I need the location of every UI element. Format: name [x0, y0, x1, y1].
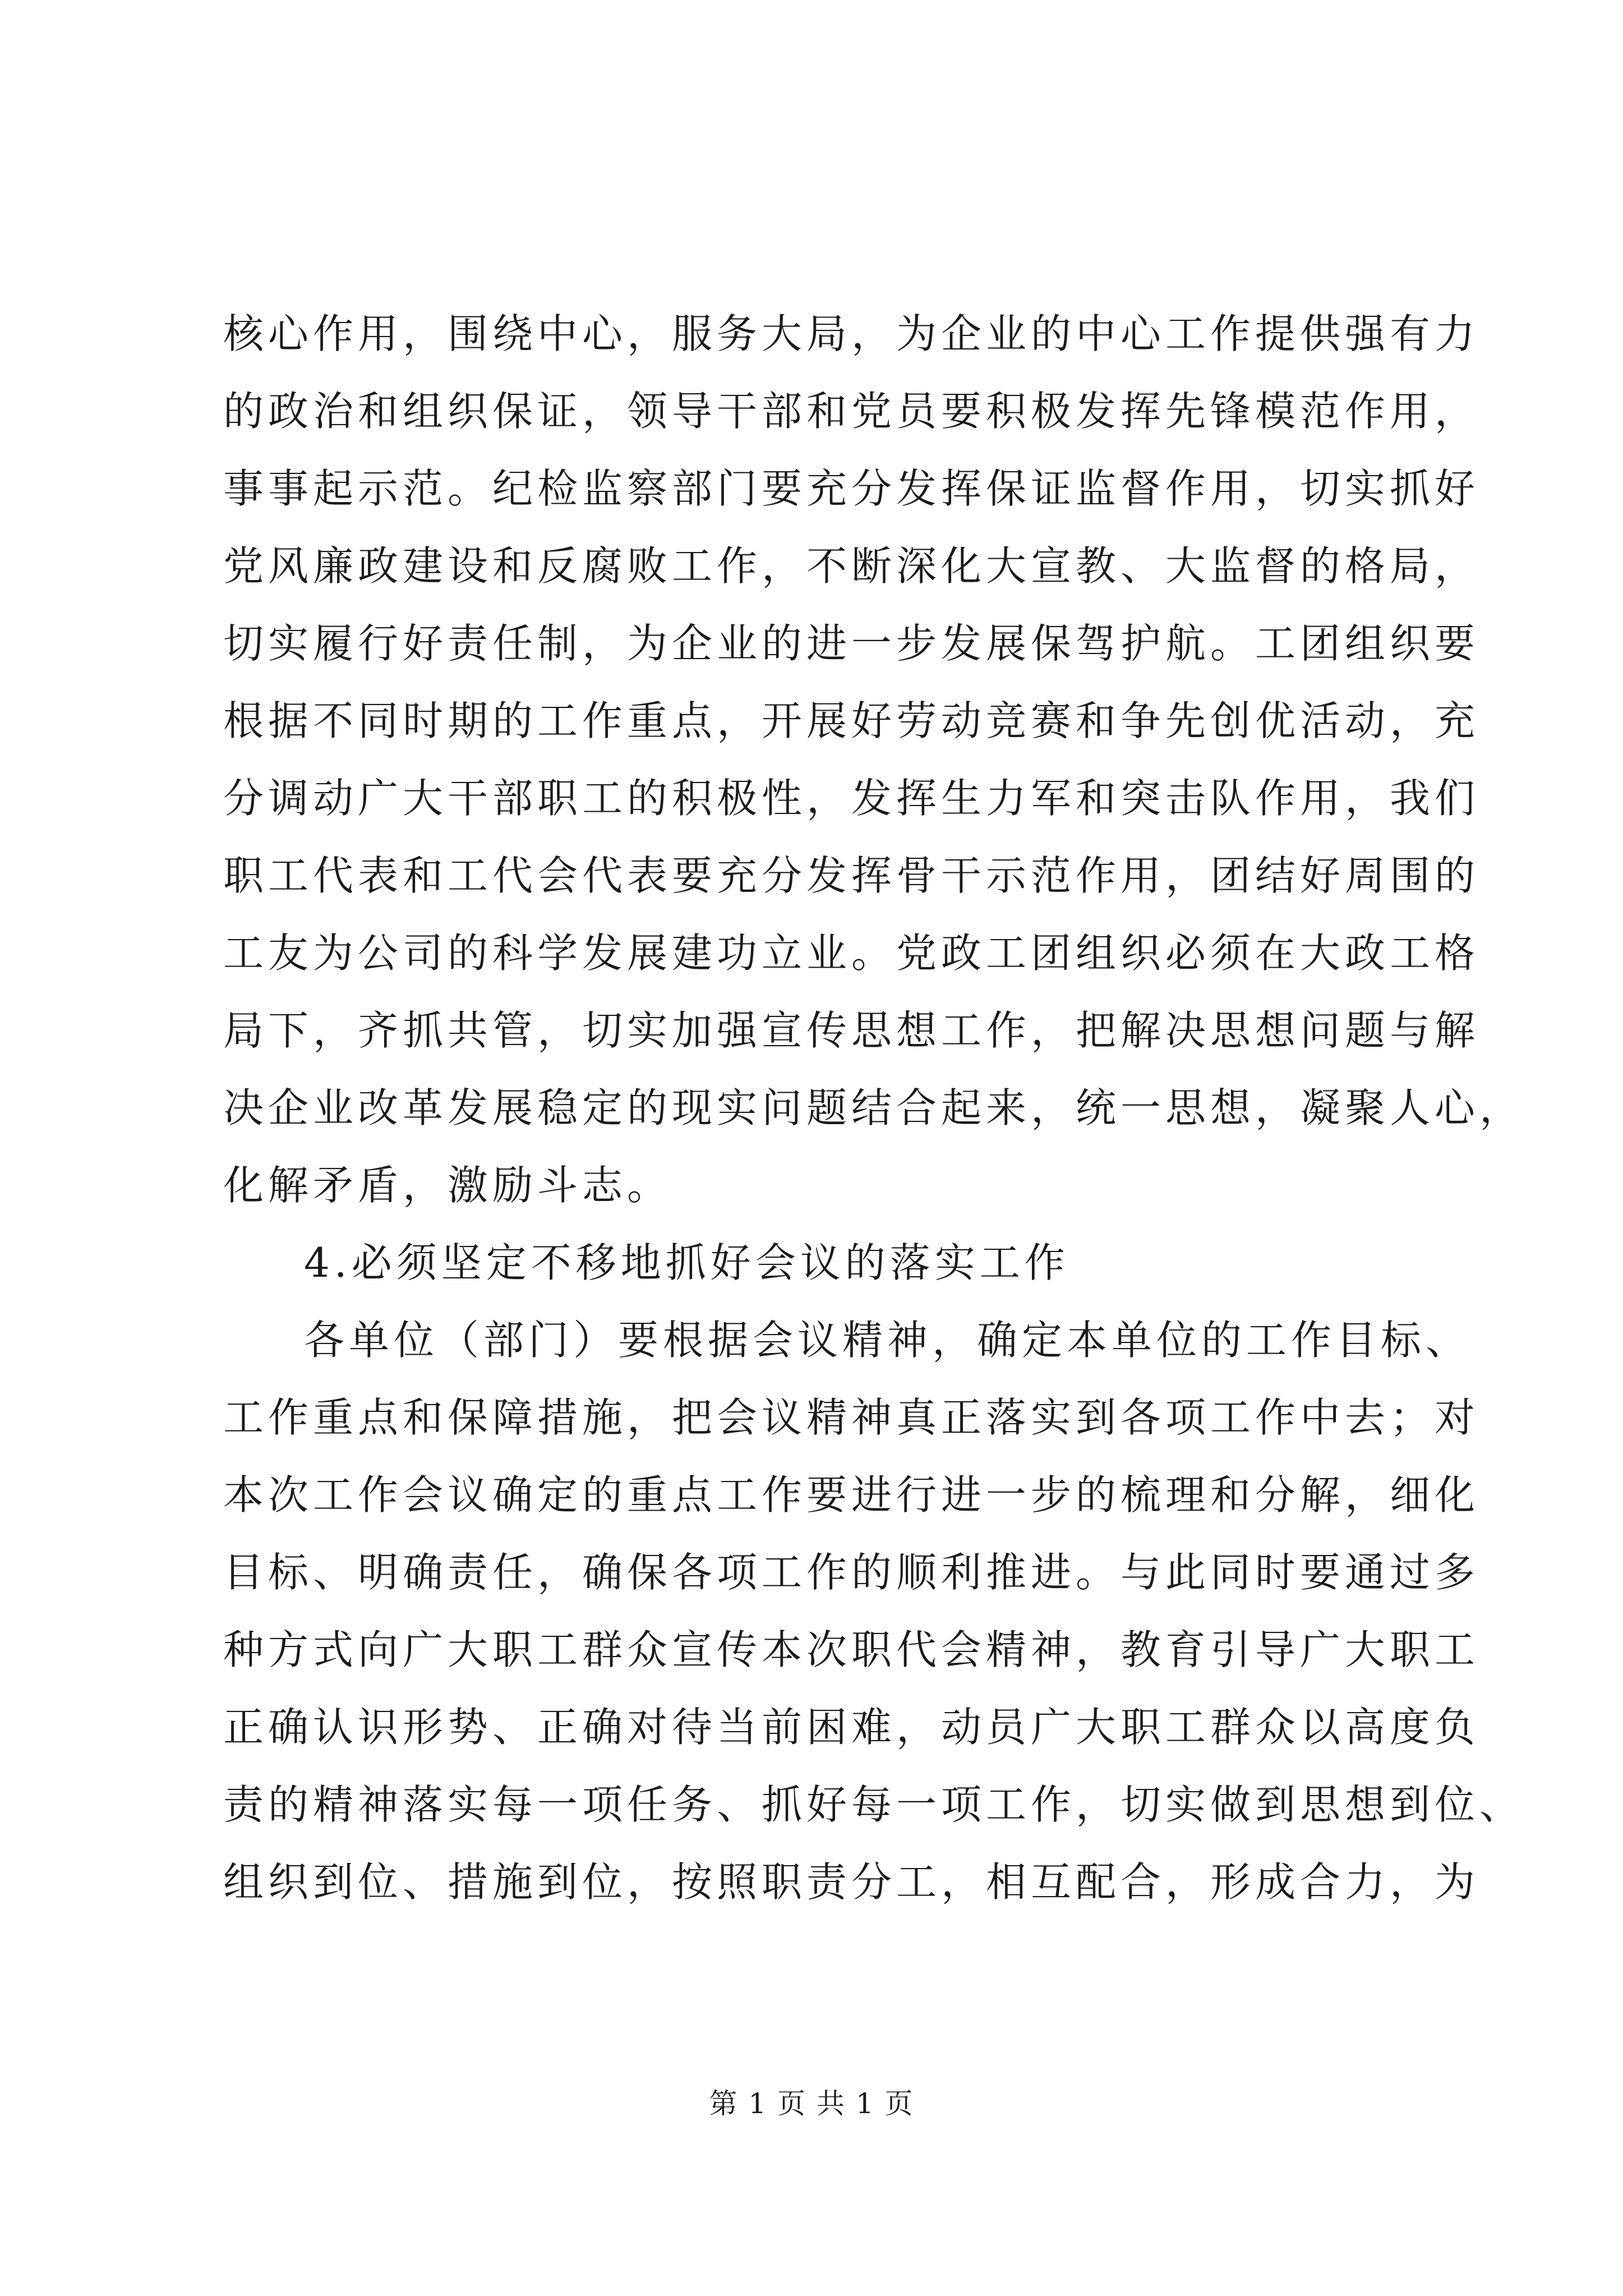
body-text-line: 局下，齐抓共管，切实加强宣传思想工作，把解决思想问题与解: [223, 1007, 1480, 1054]
body-text-line: 事事起示范。纪检监察部门要充分发挥保证监督作用，切实抓好: [223, 465, 1480, 512]
body-text-line: 切实履行好责任制，为企业的进一步发展保驾护航。工团组织要: [223, 620, 1480, 667]
page-footer: 第 1 页 共 1 页: [709, 2087, 914, 2120]
body-text-line: 党风廉政建设和反腐败工作，不断深化大宣教、大监督的格局，: [223, 542, 1480, 590]
body-text-line: 决企业改革发展稳定的现实问题结合起来，统一思想，凝聚人心，: [223, 1084, 1525, 1131]
body-text-line: 工作重点和保障措施，把会议精神真正落实到各项工作中去；对: [223, 1394, 1480, 1441]
body-text-line: 责的精神落实每一项任务、抓好每一项工作，切实做到思想到位、: [223, 1781, 1525, 1828]
body-text-line: 分调动广大干部职工的积极性，发挥生力军和突击队作用，我们: [223, 775, 1480, 822]
body-text-line: 的政治和组织保证，领导干部和党员要积极发挥先锋模范作用，: [223, 388, 1480, 435]
body-text-line: 正确认识形势、正确对待当前困难，动员广大职工群众以高度负: [223, 1704, 1480, 1751]
body-text-line: 化解矛盾，激励斗志。: [223, 1162, 672, 1209]
body-text-line: 职工代表和工代会代表要充分发挥骨干示范作用，团结好周围的: [223, 852, 1480, 899]
body-text-line: 本次工作会议确定的重点工作要进行进一步的梳理和分解，细化: [223, 1471, 1480, 1519]
body-text-line: 各单位（部门）要根据会议精神，确定本单位的工作目标、: [304, 1317, 1471, 1364]
body-text-line: 组织到位、措施到位，按照职责分工，相互配合，形成合力，为: [223, 1858, 1480, 1906]
body-text-line: 工友为公司的科学发展建功立业。党政工团组织必须在大政工格: [223, 930, 1480, 977]
section-heading: 4.必须坚定不移地抓好会议的落实工作: [304, 1239, 1069, 1286]
body-text-line: 核心作用，围绕中心，服务大局，为企业的中心工作提供强有力: [223, 310, 1480, 357]
body-text-line: 种方式向广大职工群众宣传本次职代会精神，教育引导广大职工: [223, 1626, 1480, 1673]
body-text-line: 根据不同时期的工作重点，开展好劳动竞赛和争先创优活动，充: [223, 697, 1480, 744]
body-text-line: 目标、明确责任，确保各项工作的顺利推进。与此同时要通过多: [223, 1549, 1480, 1596]
